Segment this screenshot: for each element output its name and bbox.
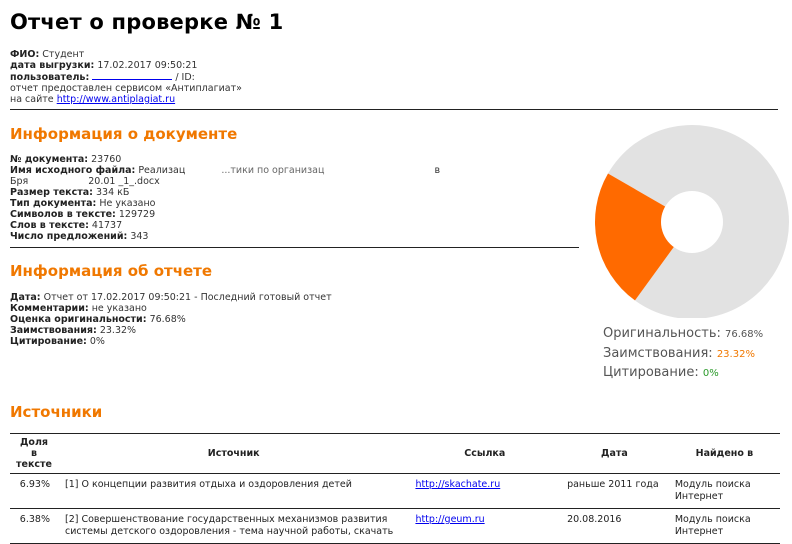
row-share: 6.38% (10, 509, 58, 544)
row-source: [1] О концепции развития отдыха и оздоровления детей (58, 474, 408, 509)
file-name-line2b: 20.01 _1_.docx (88, 176, 160, 187)
text-size-label: Размер текста: (10, 187, 93, 198)
export-date-label: дата выгрузки: (10, 60, 95, 71)
citation-label: Цитирование: (10, 336, 87, 347)
table-row (10, 509, 780, 544)
user-label: пользователь: (10, 72, 90, 83)
sentences-value: 343 (130, 231, 149, 242)
doc-type-value: Не указано (99, 198, 156, 209)
source-link[interactable]: http://skachate.ru (415, 479, 501, 490)
comments-value: не указано (91, 303, 147, 314)
doc-number-label: № документа: (10, 154, 89, 165)
legend-originality-label: Оригинальность: (603, 326, 721, 341)
text-size-value: 334 кБ (96, 187, 130, 198)
comments-label: Комментарии: (10, 303, 89, 314)
report-date-suffix: - Последний готовый отчет (194, 292, 332, 303)
legend-borrowing (603, 346, 755, 361)
source-link[interactable]: http://geum.ru (415, 514, 485, 525)
row-date: 20.08.2016 (561, 509, 669, 544)
sources-heading: Источники (10, 403, 103, 421)
report-date-label: Дата: (10, 292, 41, 303)
originality-value: 76.68% (149, 314, 186, 325)
row-found: Модуль поиска Интернет (668, 509, 780, 544)
doc-type-label: Тип документа: (10, 198, 97, 209)
row-found: Модуль поиска Интернет (668, 474, 780, 509)
doc-number-value: 23760 (91, 154, 122, 165)
doc-info-heading: Информация о документе (10, 125, 238, 143)
legend-originality-value: 76.68% (725, 329, 764, 340)
citation-value: 0% (89, 336, 105, 347)
table-row (10, 474, 780, 509)
legend-borrowing-value: 23.32% (716, 349, 755, 360)
file-name-label: Имя исходного файла: (10, 165, 136, 176)
col-date: Дата (561, 434, 669, 474)
page-title: Отчет о проверке № 1 (10, 10, 284, 34)
row-date: раньше 2011 года (561, 474, 669, 509)
user-link-redacted[interactable] (92, 71, 172, 80)
col-found: Найдено в (668, 434, 780, 474)
legend-originality (603, 326, 763, 341)
col-link: Ссылка (409, 434, 561, 474)
pie-center-hole (661, 191, 723, 253)
doc-info-divider (10, 247, 579, 248)
fio-value: Студент (42, 49, 85, 60)
row-source: [2] Совершенствование государственных механизмов развития системы детского оздоровления - тема научной работы, скачать (58, 509, 408, 544)
site-prefix: на сайте (10, 94, 54, 105)
originality-pie-chart (594, 118, 792, 318)
chars-label: Символов в тексте: (10, 209, 116, 220)
legend-citation-label: Цитирование: (603, 365, 699, 380)
file-name-value-mid: ...тики по организац (221, 165, 325, 176)
col-share: Доля в тексте (10, 434, 58, 474)
report-date-value: Отчет от 17.02.2017 09:50:21 (43, 292, 192, 303)
borrowing-value: 23.32% (99, 325, 137, 336)
doc-info-block (10, 154, 580, 242)
legend-borrowing-label: Заимствования: (603, 346, 713, 361)
words-label: Слов в тексте: (10, 220, 89, 231)
export-date-value: 17.02.2017 09:50:21 (97, 60, 198, 71)
sources-header-row (10, 434, 780, 474)
report-info-heading: Информация об отчете (10, 262, 213, 280)
originality-label: Оценка оригинальности: (10, 314, 147, 325)
legend-citation (603, 365, 719, 380)
words-value: 41737 (91, 220, 123, 231)
antiplagiat-site-link[interactable]: http://www.antiplagiat.ru (56, 94, 176, 105)
row-link-cell (409, 474, 561, 509)
row-share: 6.93% (10, 474, 58, 509)
legend-citation-value: 0% (702, 368, 719, 379)
file-name-value: Реализац (138, 165, 186, 176)
report-info-block (10, 292, 580, 347)
borrowing-label: Заимствования: (10, 325, 97, 336)
fio-label: ФИО: (10, 49, 40, 60)
sources-table (10, 433, 780, 544)
file-name-value-end: в (434, 165, 441, 176)
report-meta (10, 49, 242, 105)
col-source: Источник (58, 434, 408, 474)
service-line: отчет предоставлен сервисом «Антиплагиат» (10, 83, 242, 94)
file-name-line2a: Бря (10, 176, 29, 187)
sentences-label: Число предложений: (10, 231, 128, 242)
chars-value: 129729 (118, 209, 156, 220)
row-link-cell (409, 509, 561, 544)
user-id-label: / ID: (175, 72, 195, 83)
header-divider (10, 109, 778, 110)
